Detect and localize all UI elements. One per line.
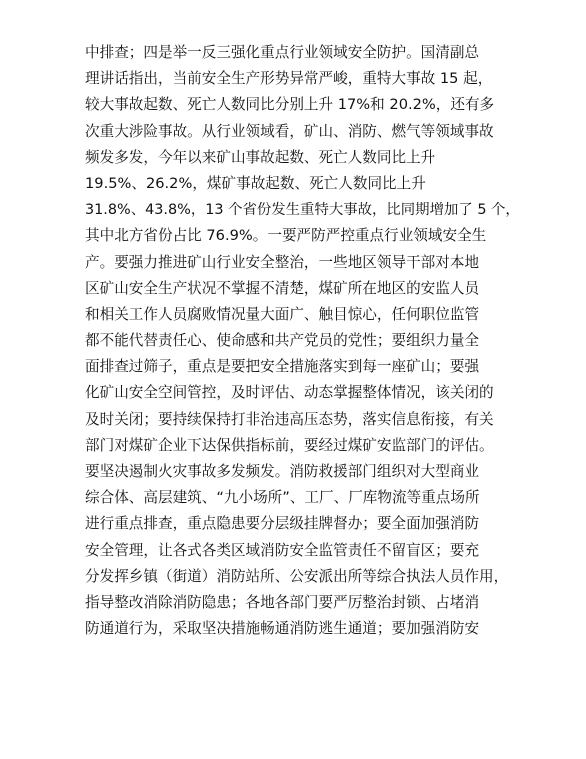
text-line: 防通道行为，采取坚决措施畅通消防逃生通道；要加强消防安 — [85, 620, 480, 638]
text-line: 和相关工作人员腐败情况量大面广、触目惊心，任何职位监管 — [85, 305, 480, 323]
text-line: 化矿山安全空间管控，及时评估、动态掌握整体情况，该关闭的 — [85, 384, 494, 402]
text-line: 进行重点排查，重点隐患要分层级挂牌督办；要全面加强消防 — [85, 515, 480, 533]
text-line: 频发多发，今年以来矿山事故起数、死亡人数同比上升 — [85, 148, 436, 166]
text-line: 次重大涉险事故。从行业领域看，矿山、消防、燃气等领域事故 — [85, 122, 494, 140]
text-line: 面排查过筛子，重点是要把安全措施落实到每一座矿山；要强 — [85, 358, 480, 376]
text-line: 较大事故起数、死亡人数同比分别上升 17%和 20.2%，还有多 — [85, 96, 495, 114]
body-text — [85, 40, 520, 642]
text-line: 区矿山安全生产状况不掌握不清楚，煤矿所在地区的安监人员 — [85, 279, 480, 297]
text-line: 分发挥乡镇（街道）消防站所、公安派出所等综合执法人员作用， — [85, 567, 509, 585]
text-line: 产。要强力推进矿山行业安全整治，一些地区领导干部对本地 — [85, 253, 480, 271]
text-line: 中排查；四是举一反三强化重点行业领域安全防护。国清副总 — [85, 44, 480, 61]
text-line: 理讲话指出，当前安全生产形势异常严峻，重特大事故 15 起， — [85, 70, 493, 88]
text-line: 指导整改消除消防隐患；各地各部门要严厉整治封锁、占堵消 — [85, 593, 480, 611]
text-line: 部门对煤矿企业下达保供指标前，要经过煤矿安监部门的评估。 — [85, 436, 494, 454]
text-line: 及时关闭；要持续保持打非治违高压态势，落实信息衔接，有关 — [85, 410, 494, 428]
text-line: 都不能代替责任心、使命感和共产党员的党性；要组织力量全 — [85, 332, 480, 350]
text-line: 要坚决遏制火灾事故多发频发。消防救援部门组织对大型商业 — [85, 463, 480, 480]
text-line: 安全管理，让各式各类区域消防安全监管责任不留盲区；要充 — [85, 541, 480, 559]
text-line: 19.5%、26.2%，煤矿事故起数、死亡人数同比上升 — [85, 174, 426, 192]
text-line: 综合体、高层建筑、“九小场所”、工厂、厂库物流等重点场所 — [85, 489, 480, 507]
text-line: 31.8%、43.8%，13 个省份发生重特大事故，比同期增加了 5 个， — [85, 202, 520, 219]
text-line: 其中北方省份占比 76.9%。一要严防严控重点行业领域安全生 — [85, 227, 487, 245]
